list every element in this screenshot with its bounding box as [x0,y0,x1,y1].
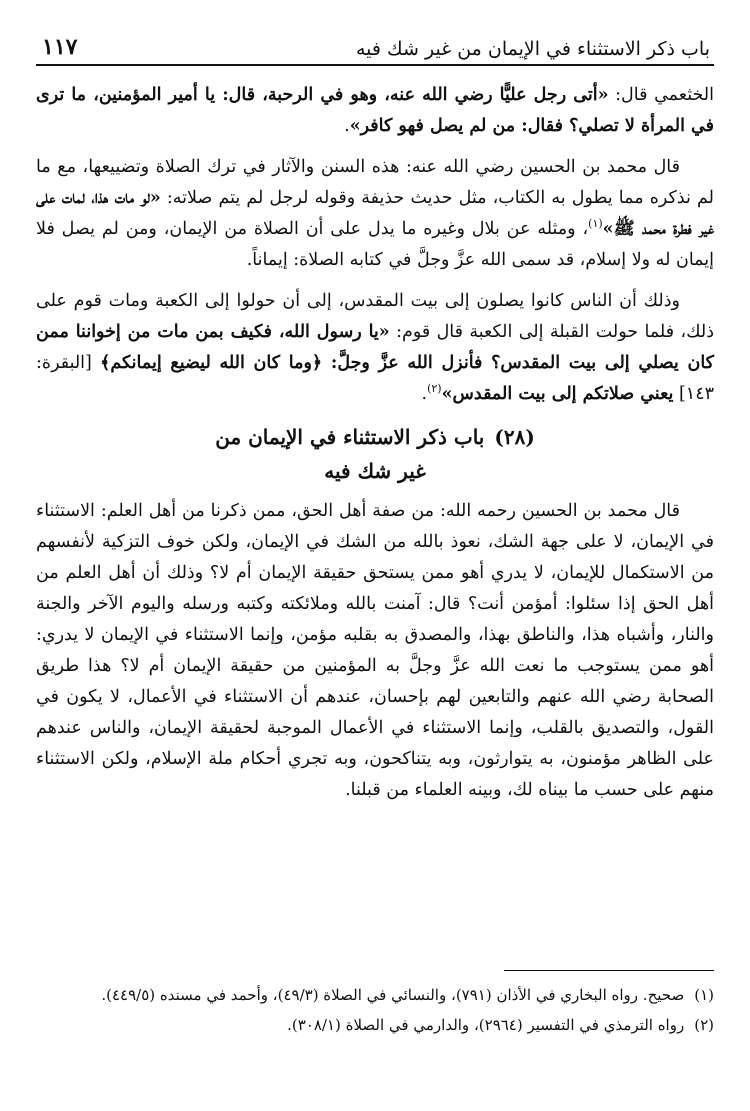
paragraph-1-end: . [344,116,350,136]
footnote-1 [36,982,714,1008]
paragraph-3-quote-end: يعني صلاتكم إلى بيت المقدس» [441,384,674,404]
paragraph-3-intro: وذلك أن الناس كانوا يصلون إلى بيت المقدس، إلى أن حولوا إلى الكعبة ومات قوم على ذلك، فلما حولت القبلة إلى الكعبة قال قوم: [36,291,714,342]
chapter-number: (٢٨) [494,425,535,449]
page-header [36,30,714,66]
paragraph-3-quote: «يا رسول الله، فكيف بمن مات من إخواننا ممن كان يصلي إلى بيت المقدس؟ فأنزل الله عزَّ وجلَّ: ﴿وما كان الله ليضيع إيمانكم﴾ [36,322,714,373]
footnote-1-text: صحيح. رواه البخاري في الأذان (٧٩١)، والنسائي في الصلاة (٤٩/٣)، وأحمد في مسنده (٤٤٩/٥). [101,986,685,1004]
footnote-ref-2[interactable]: (٢) [427,382,442,396]
footnote-2 [36,1012,714,1038]
main-text [36,80,714,816]
chapter-heading [36,420,714,488]
footnote-divider [504,970,714,971]
footnote-2-number: (٢) [694,1016,714,1034]
page-number: ١١٧ [42,34,78,60]
paragraph-2-quote: «لو مات هذا، لمات على غير فطرة محمد ﷺ» [36,188,715,239]
footnotes [36,982,714,1042]
chapter-heading-line-1 [36,420,714,454]
chapter-title-line-2: غير شك فيه [324,459,426,483]
paragraph-3-end: . [421,384,428,404]
paragraph-4: قال محمد بن الحسين رحمه الله: من صفة أهل الحق، ممن ذكرنا من أهل العلم: الاستثناء في الإيمان، لا على جهة الشك، نعوذ بالله من الشك في الإيمان، ولكن خوف التزكية لأنفسهم من الاستكمال للإيمان، لا يدري أهو ممن يستحق حقيقة الإيمان أم لا؟ وذلك أن أهل العلم من أهل الحق إذا سئلوا: أمؤمن أنت؟ قال: آمنت بالله وملائكته وكتبه ورسله واليوم الآخر والجنة والنار، وأشباه هذا، والناطق بهذا، والمصدق به بقلبه مؤمن، وإنما الاستثناء في الإيمان لا يدري: أهو ممن يستوجب ما نعت الله عزَّ وجلَّ به المؤمنين من حقيقة الإيمان أم لا؟ هذا طريق الصحابة رضي الله عنهم والتابعين لهم بإحسان، عندهم أن الاستثناء في الأعمال، لا يكون في القول، والتصديق بالقلب، وإنما الاستثناء في الأعمال الموجبة لحقيقة الإيمان، والناس عندهم على الظاهر مؤمنون، به يتوارثون، وبه يتناكحون، وبه تجري أحكام ملة الإسلام، ولكن الاستثناء منهم على حسب ما بيناه لك، وبينه العلماء من قبلنا. [36,501,714,800]
chapter-title-line-1: باب ذكر الاستثناء في الإيمان من [215,425,485,449]
paragraph-2-rest: ، ومثله عن بلال وغيره ما يدل على أن الصلاة من الإيمان، ومن لم يصل فلا إيمان له ولا إسلام، قد سمى الله عزَّ وجلَّ في كتابه الصلاة: إيماناً. [36,219,714,270]
paragraph-3-citation: [البقرة: ١٤٣] [36,353,714,404]
paragraph-2-intro: قال محمد بن الحسين رضي الله عنه: هذه السنن والآثار في ترك الصلاة وتضييعها، مع ما لم نذكره مما يطول به الكتاب، مثل حديث حذيفة وقوله لرجل لم يتم صلاته: [36,157,715,208]
running-title: باب ذكر الاستثناء في الإيمان من غير شك فيه [355,38,710,60]
paragraph-3 [36,286,714,410]
paragraph-1 [36,80,714,142]
paragraph-1-quote: «أتى رجل عليًّا رضي الله عنه، وهو في الرحبة، قال: يا أمير المؤمنين، ما ترى في المرأة لا تصلي؟ فقال: من لم يصل فهو كافر» [36,85,714,136]
footnote-ref-1[interactable]: (١) [588,217,603,231]
footnote-1-number: (١) [694,986,714,1004]
paragraph-1-intro: الخثعمي قال: [608,85,714,105]
footnote-2-text: رواه الترمذي في التفسير (٢٩٦٤)، والدارمي في الصلاة (٣٠٨/١). [287,1016,685,1034]
paragraph-2 [36,152,714,276]
